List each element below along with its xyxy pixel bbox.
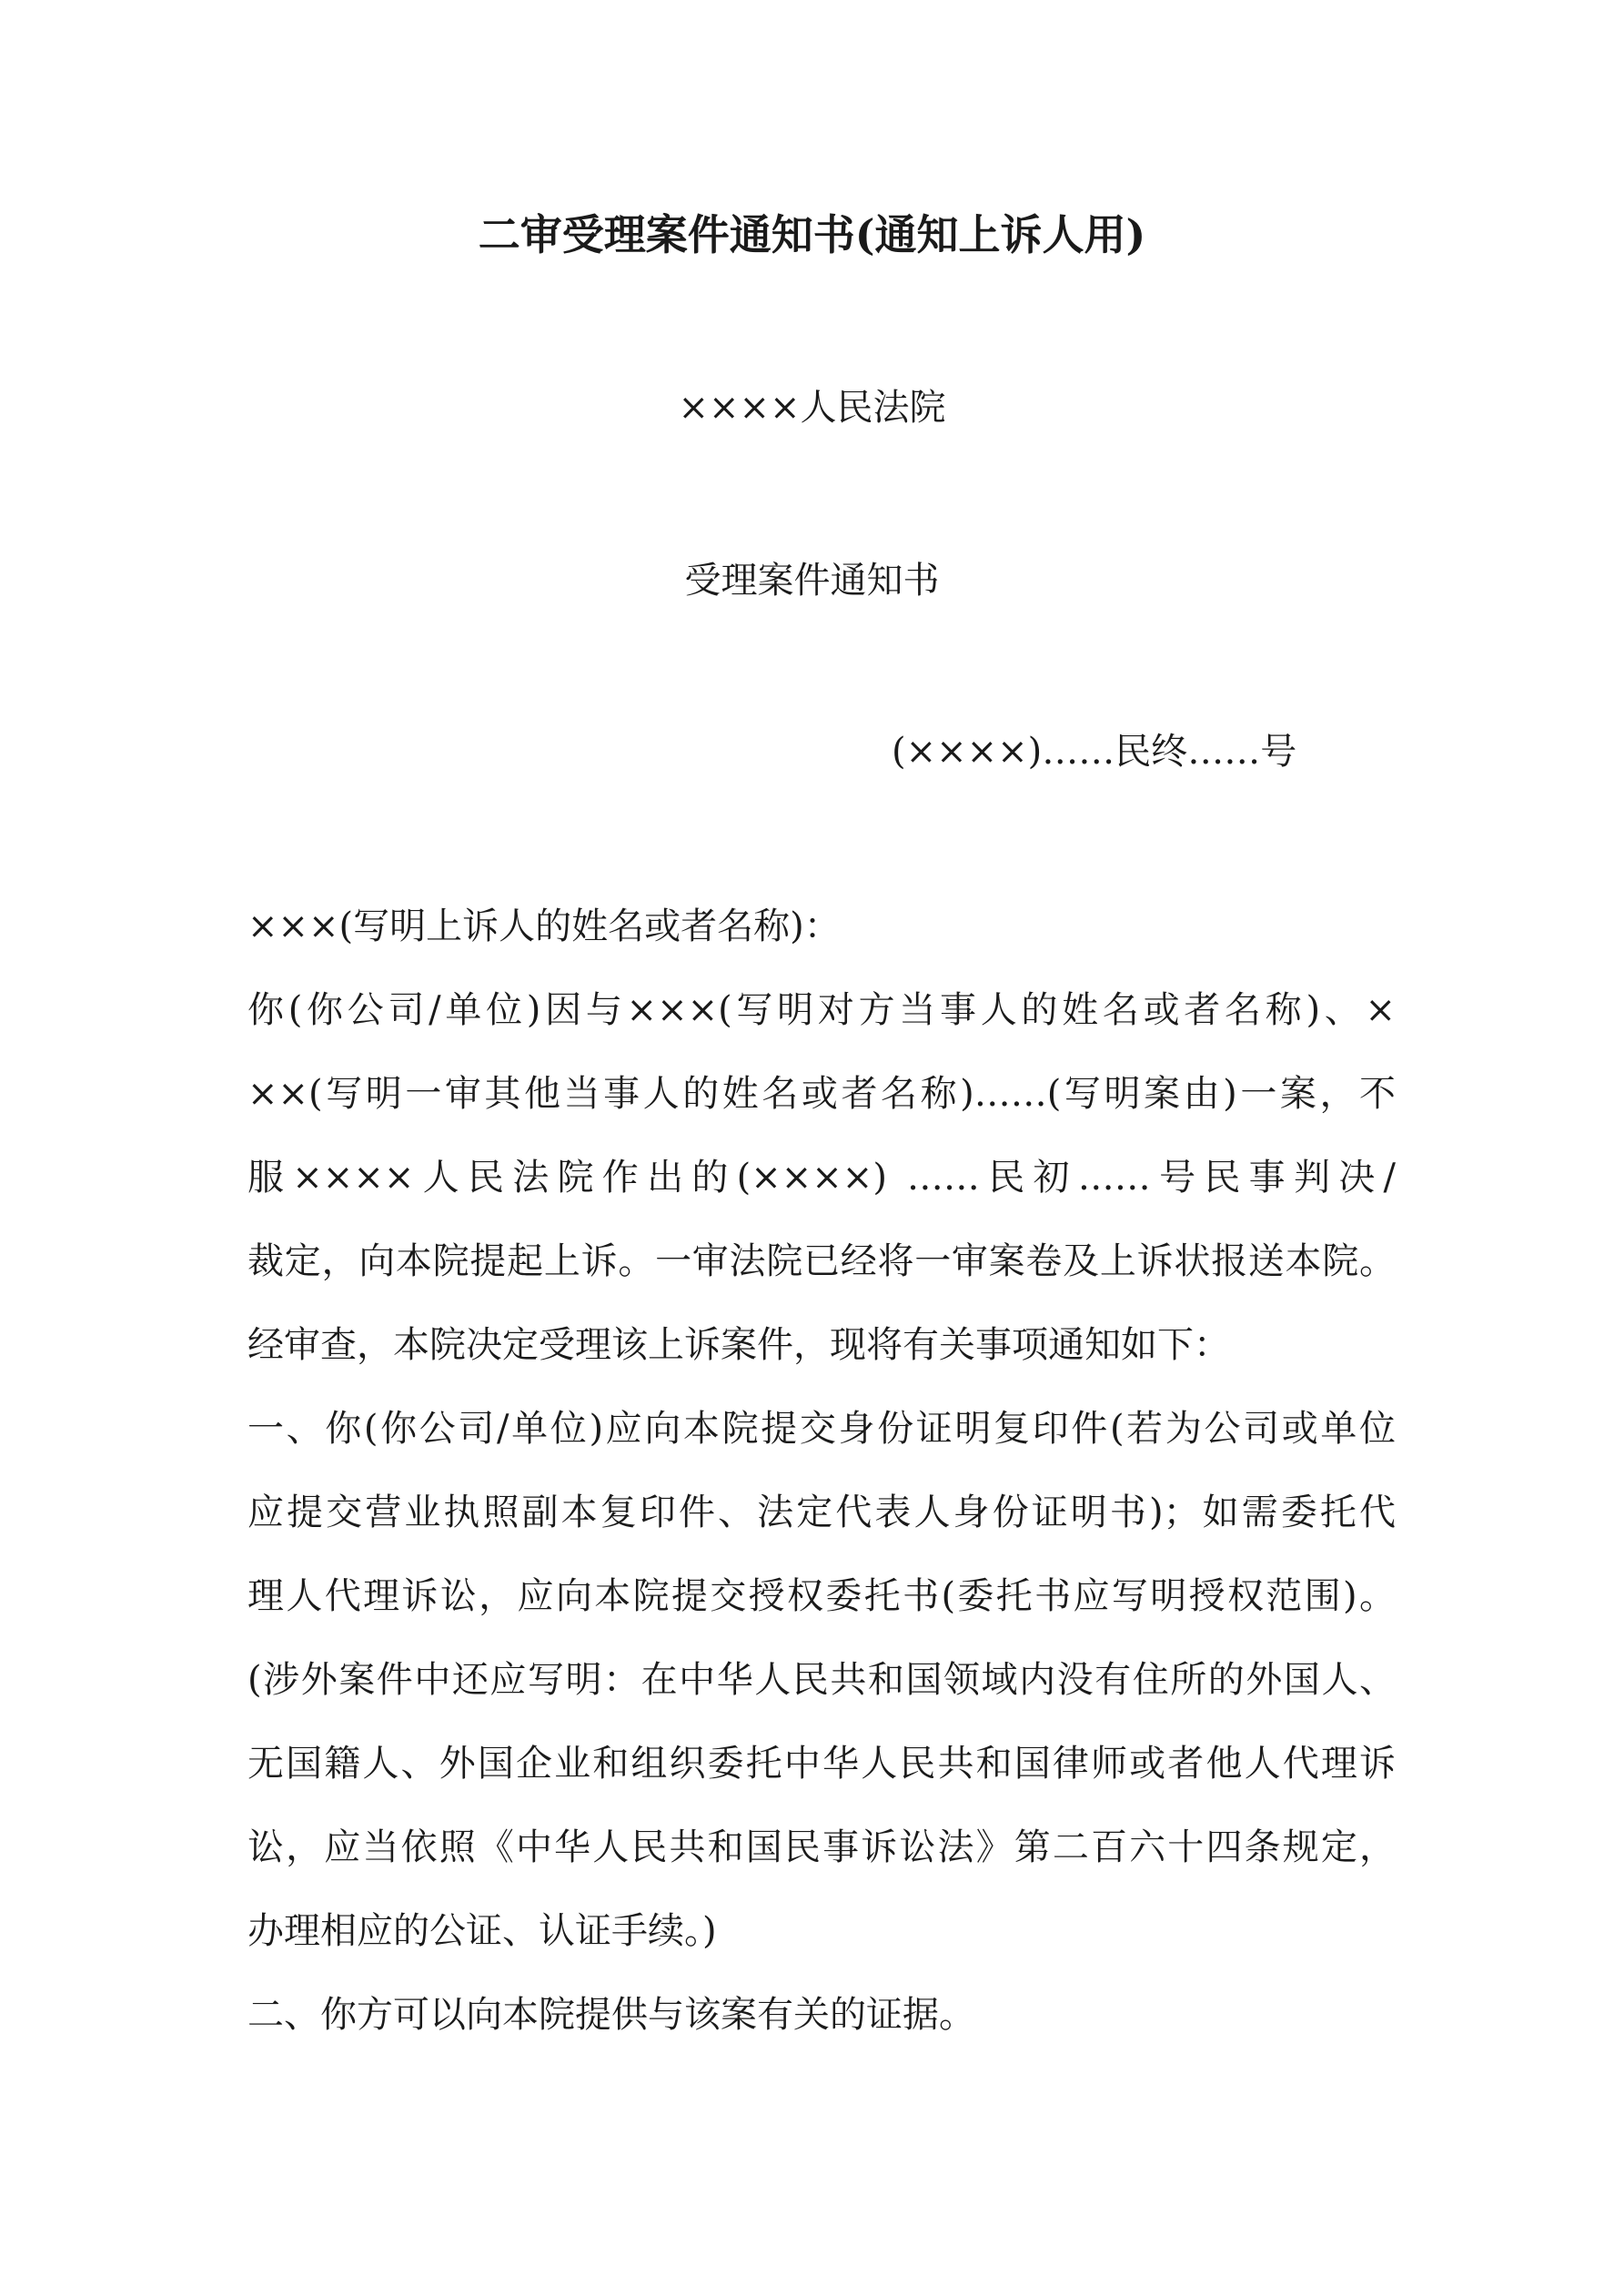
foreign-case-note-line: 无国籍人、外国企业和组织委托中华人民共和国律师或者他人代理诉 (247, 1743, 1396, 1785)
notice-title: 受理案件通知书 (684, 560, 940, 602)
body-line: 裁定，向本院提起上诉。一审法院已经将一审案卷及上诉状报送本院。 (247, 1240, 1396, 1282)
court-name: ××××人民法院 (678, 387, 946, 429)
item-two-line: 二、你方可以向本院提供与该案有关的证据。 (247, 1994, 975, 2036)
item-one-line: 理人代理诉讼，应向本院提交授权委托书(委托书应写明授权范围)。 (247, 1575, 1396, 1617)
addressee-line: ×××(写明上诉人的姓名或者名称)： (247, 905, 841, 947)
case-number: (××××)……民终……号 (892, 731, 1297, 773)
foreign-case-note-line: 办理相应的公证、认证手续。) (247, 1910, 717, 1952)
body-line: 经审查，本院决定受理该上诉案件，现将有关事项通知如下： (247, 1324, 1230, 1366)
foreign-case-note-line: 讼，应当依照《中华人民共和国民事诉讼法》第二百六十四条规定， (247, 1826, 1396, 1868)
document-title: 二审受理案件通知书(通知上诉人用) (478, 210, 1146, 259)
body-line: ××(写明一审其他当事人的姓名或者名称)……(写明案由)一案，不 (247, 1073, 1396, 1115)
item-one-line: 应提交营业执照副本复印件、法定代表人身份证明书)；如需委托代 (247, 1492, 1396, 1533)
item-one-line: 一、你(你公司/单位)应向本院提交身份证明复印件(若为公司或单位 (247, 1408, 1396, 1450)
body-line: 你(你公司/单位)因与×××(写明对方当事人的姓名或者名称)、× (247, 989, 1396, 1031)
body-line: 服××××人民法院作出的(××××) ……民初……号民事判决/ (247, 1157, 1396, 1199)
notice-body (247, 901, 1396, 2073)
foreign-case-note-line: (涉外案件中还应写明：在中华人民共和国领域内没有住所的外国人、 (247, 1659, 1396, 1701)
